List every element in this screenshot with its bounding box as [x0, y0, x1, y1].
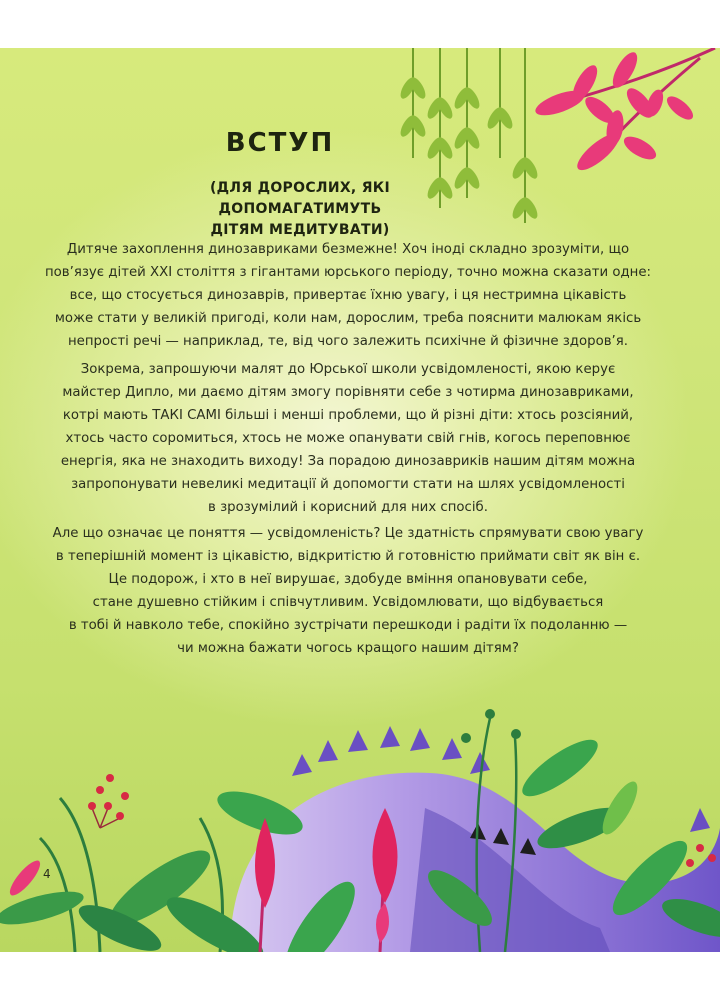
text-line: Дитяче захоплення динозавриками безмежне! Хоч іноді складно зрозуміти, що	[66, 242, 630, 257]
text-line: хтось часто соромиться, хтось не може опанувати свій гнів, когось переповнює	[65, 431, 631, 446]
text-line: стане душевно стійким і співчутливим. Усвідомлювати, що відбувається	[92, 595, 604, 610]
text-line: чи можна бажати чогось кращого нашим дітям?	[177, 641, 519, 656]
page-title: ВСТУП	[225, 128, 335, 158]
text-line: непрості речі — наприклад, те, від чого залежить психічне й фізичне здоров’я.	[67, 334, 628, 349]
text-line: в тобі й навколо тебе, спокійно зустрічати перешкоди і радіти їх подоланню —	[68, 618, 628, 633]
text-line: в зрозумілий і корисний для них спосіб.	[208, 500, 488, 515]
text-line: в теперішній момент із цікавістю, відкритістю й готовністю приймати світ як він є.	[55, 549, 641, 564]
paragraph-2	[40, 358, 656, 519]
text-line: Це подорож, і хто в неї вирушає, здобуде вміння опановувати себе,	[108, 572, 588, 587]
text-line: Але що означає це поняття — усвідомленість? Це здатність спрямувати свою увагу	[52, 526, 644, 541]
paragraph-3	[40, 522, 656, 660]
text-line: котрі мають ТАКІ САМІ більші і менші проблеми, що й різні діти: хтось розсіяний,	[62, 408, 634, 423]
text-line: запропонувати невеликі медитації й допомогти стати на шлях усвідомленості	[71, 477, 625, 492]
subtitle-line: ДІТЯМ МЕДИТУВАТИ)	[210, 222, 390, 238]
text-line: пов’язує дітей XXI століття з гігантами юрського періоду, точно можна сказати одне:	[44, 265, 652, 280]
page-subtitle	[150, 178, 450, 241]
text-line: майстер Дипло, ми даємо дітям змогу порівняти себе з чотирма динозавриками,	[62, 385, 634, 400]
text-line: енергія, яка не знаходить виходу! За порадою динозавриків нашим дітям можна	[60, 454, 636, 469]
page-number: 4	[43, 867, 51, 881]
paragraph-1	[40, 238, 656, 353]
text-line: може стати у великій пригоді, коли нам, дорослим, треба пояснити малюкам якісь	[54, 311, 642, 326]
text-line: все, що стосується динозаврів, привертає їхню увагу, і ця нестримна цікавість	[69, 288, 627, 303]
subtitle-line: (ДЛЯ ДОРОСЛИХ, ЯКІ ДОПОМАГАТИМУТЬ	[209, 180, 391, 217]
book-page	[0, 48, 720, 952]
text-line: Зокрема, запрошуючи малят до Юрської школи усвідомленості, якою керує	[80, 362, 616, 377]
